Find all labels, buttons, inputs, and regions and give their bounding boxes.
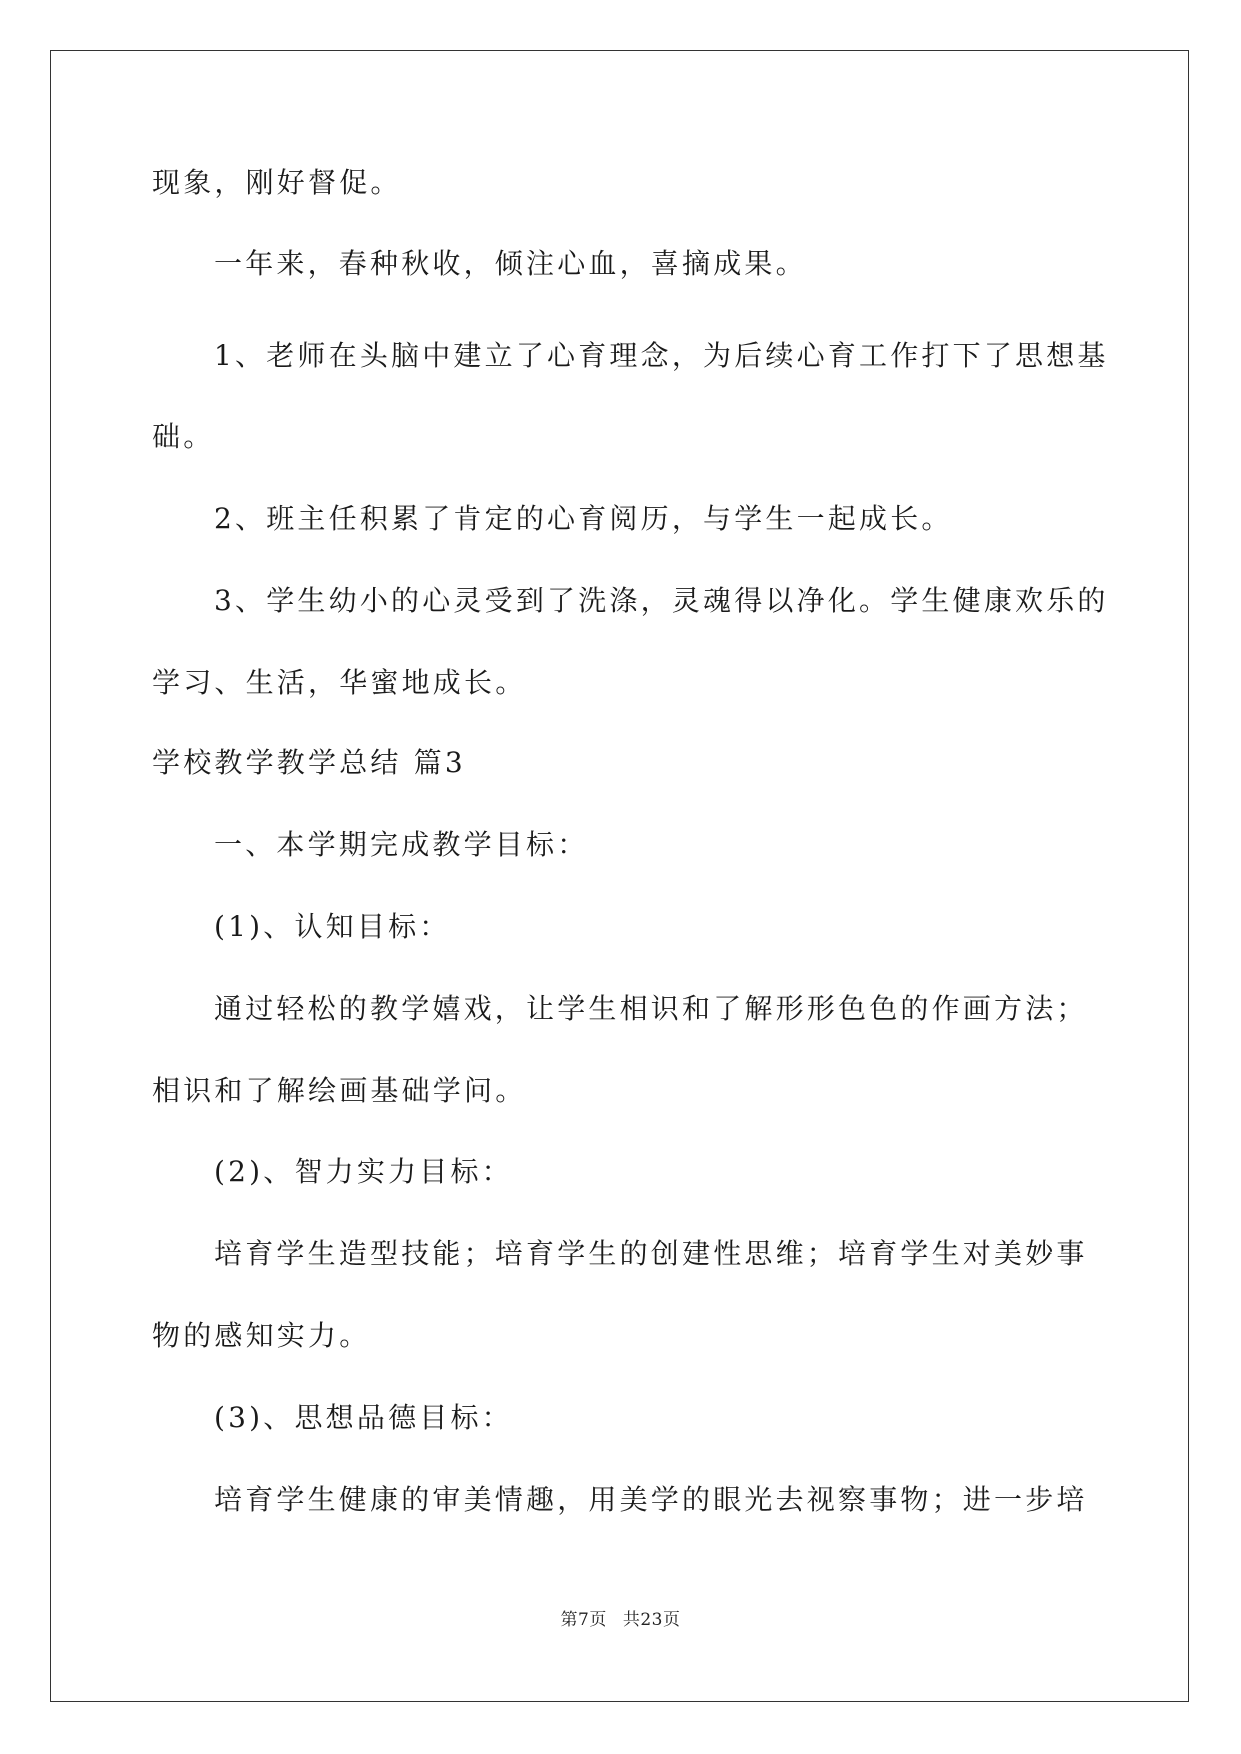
paragraph-line: 物的感知实力。 (152, 1319, 371, 1352)
paragraph-line: (3)、思想品德目标： (214, 1401, 513, 1434)
paragraph-line: 一年来，春种秋收，倾注心血，喜摘成果。 (214, 247, 807, 280)
paragraph-line: 现象，刚好督促。 (152, 166, 402, 199)
page-footer (0, 1608, 1241, 1632)
paragraph-line: (2)、智力实力目标： (214, 1155, 513, 1188)
paragraph-line: 通过轻松的教学嬉戏，让学生相识和了解形形色色的作画方法； (214, 992, 1088, 1025)
page-border (50, 50, 1189, 1702)
paragraph-line: 相识和了解绘画基础学问。 (152, 1074, 527, 1107)
paragraph-line: 础。 (152, 420, 215, 453)
section-heading: 学校教学教学总结 篇3 (152, 746, 466, 779)
paragraph-line: 学习、生活，华蜜地成长。 (152, 666, 527, 699)
page-number: 第7页 (560, 1610, 607, 1630)
page-total: 共23页 (622, 1610, 681, 1630)
paragraph-line: 2、班主任积累了肯定的心育阅历，与学生一起成长。 (214, 502, 953, 535)
paragraph-line: 培育学生造型技能；培育学生的创建性思维；培育学生对美妙事 (214, 1237, 1088, 1270)
paragraph-line: (1)、认知目标： (214, 910, 451, 943)
paragraph-line: 3、学生幼小的心灵受到了洗涤，灵魂得以净化。学生健康欢乐的 (214, 584, 1109, 617)
paragraph-line: 1、老师在头脑中建立了心育理念，为后续心育工作打下了思想基 (214, 339, 1109, 372)
paragraph-line: 一、本学期完成教学目标： (214, 828, 589, 861)
paragraph-line: 培育学生健康的审美情趣，用美学的眼光去视察事物；进一步培 (214, 1483, 1088, 1516)
